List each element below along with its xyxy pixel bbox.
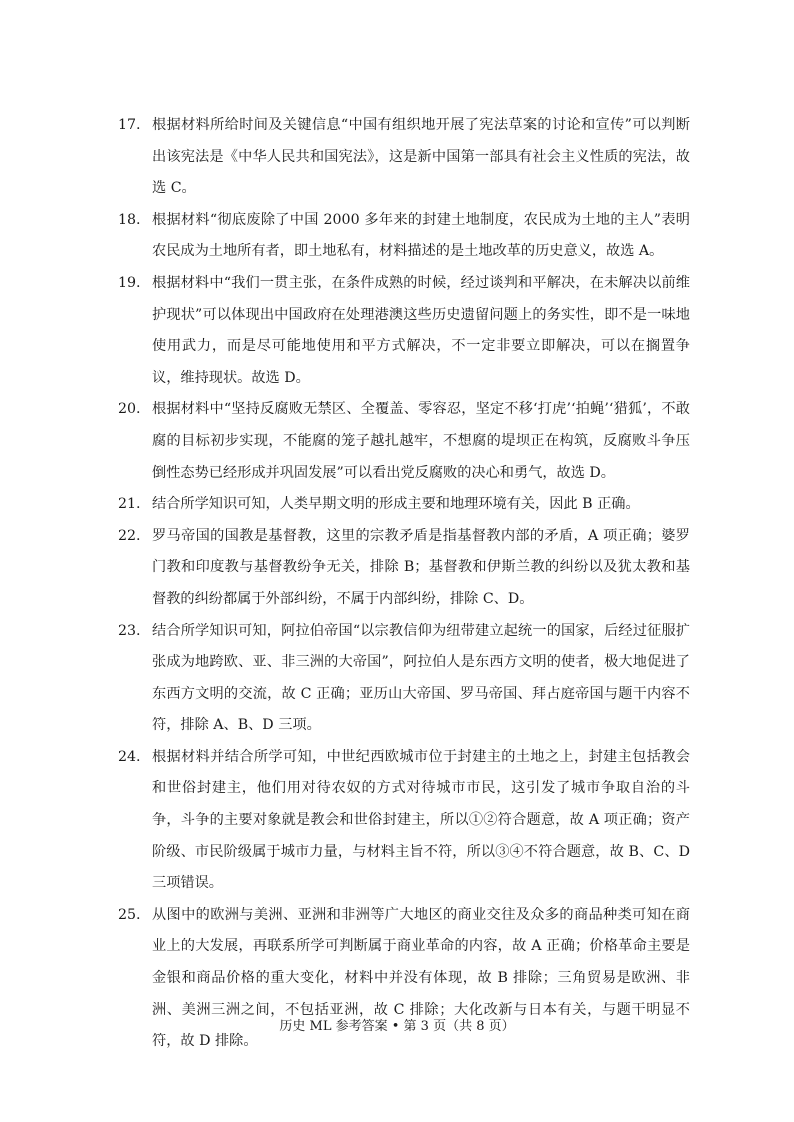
answer-number: 19. xyxy=(118,274,141,291)
answer-number: 17. xyxy=(118,117,141,133)
answer-text: 根据材料中“坚持反腐败无禁区、全覆盖、零容忍，坚定不移‘打虎’‘拍蝇’‘猎狐’，不敢腐的目标初步实现，不能腐的笼子越扎越牢，不想腐的堤坝正在构筑，反腐败斗争压倒性态势已经形成并巩固发展”可以看出党反腐败的决心和勇气，故选 D。 xyxy=(152,401,690,481)
page-footer: 历史 ML 参考答案 • 第 3 页（共 8 页） xyxy=(279,1019,515,1034)
answer-text: 罗马帝国的国教是基督教，这里的宗教矛盾是指基督教内部的矛盾，A 项正确；婆罗门教和印度教与基督教纷争无关，排除 B；基督教和伊斯兰教的纠纷以及犹太教和基督教的纠纷都属于外部纠纷，不属于内部纠纷，排除 C、D。 xyxy=(152,527,690,607)
answer-text: 根据材料中“我们一贯主张，在条件成熟的时候，经过谈判和平解决，在未解决以前维护现状”可以体现出中国政府在处理港澳这些历史遗留问题上的务实性，即不是一味地使用武力，而是尽可能地使用和平方式解决，不一定非要立即解决，可以在搁置争议，维持现状。故选 D。 xyxy=(152,274,690,386)
answer-text: 根据材料并结合所学可知，中世纪西欧城市位于封建主的土地之上，封建主包括教会和世俗封建主，他们用对待农奴的方式对待城市市民，这引发了城市争取自治的斗争，斗争的主要对象就是教会和世俗封建主，所以①②符合题意，故 A 项正确；资产阶级、市民阶级属于城市力量，与材料主旨不符，所以③④不符合题意，故 B、C、D 三项错误。 xyxy=(152,748,690,892)
answer-text: 结合所学知识可知，人类早期文明的形成主要和地理环境有关，因此 B 正确。 xyxy=(152,496,640,513)
answer-list xyxy=(118,110,690,1058)
answer-number: 25. xyxy=(118,906,141,923)
answer-item-23 xyxy=(118,616,690,742)
answer-item-24 xyxy=(118,742,690,900)
answer-item-20 xyxy=(118,394,690,489)
answer-number: 22. xyxy=(118,527,141,544)
answer-item-17 xyxy=(118,110,690,205)
answer-number: 20. xyxy=(118,401,141,418)
answer-item-21 xyxy=(118,489,690,521)
answer-number: 18. xyxy=(118,211,141,228)
answer-number: 24. xyxy=(118,748,141,765)
answer-text: 根据材料“彻底废除了中国 2000 多年来的封建土地制度，农民成为土地的主人”表明农民成为土地所有者，即土地私有，材料描述的是土地改革的历史意义，故选 A。 xyxy=(152,211,690,260)
answer-text: 根据材料所给时间及关键信息“中国有组织地开展了宪法草案的讨论和宣传”可以判断出该宪法是《中华人民共和国宪法》，这是新中国第一部具有社会主义性质的宪法，故选 C。 xyxy=(152,117,690,197)
answer-item-18 xyxy=(118,205,690,268)
answer-text: 结合所学知识可知，阿拉伯帝国“以宗教信仰为纽带建立起统一的国家，后经过征服扩张成为地跨欧、亚、非三洲的大帝国”，阿拉伯人是东西方文明的使者，极大地促进了东西方文明的交流，故 C 正确；亚历山大帝国、罗马帝国、拜占庭帝国与题干内容不符，排除 A、B、D 三项。 xyxy=(152,622,690,734)
answer-item-19 xyxy=(118,268,690,394)
answer-number: 23. xyxy=(118,622,141,639)
answer-text: 从图中的欧洲与美洲、亚洲和非洲等广大地区的商业交往及众多的商品种类可知在商业上的大发展，再联系所学可判断属于商业革命的内容，故 A 正确；价格革命主要是金银和商品价格的重大变化，材料中并没有体现，故 B 排除；三角贸易是欧洲、非洲、美洲三洲之间，不包括亚洲，故 C 排除；大化改新与日本有关，与题干明显不符，故 D 排除。 xyxy=(152,906,690,1050)
answer-item-22 xyxy=(118,521,690,616)
answer-number: 21. xyxy=(118,496,141,513)
